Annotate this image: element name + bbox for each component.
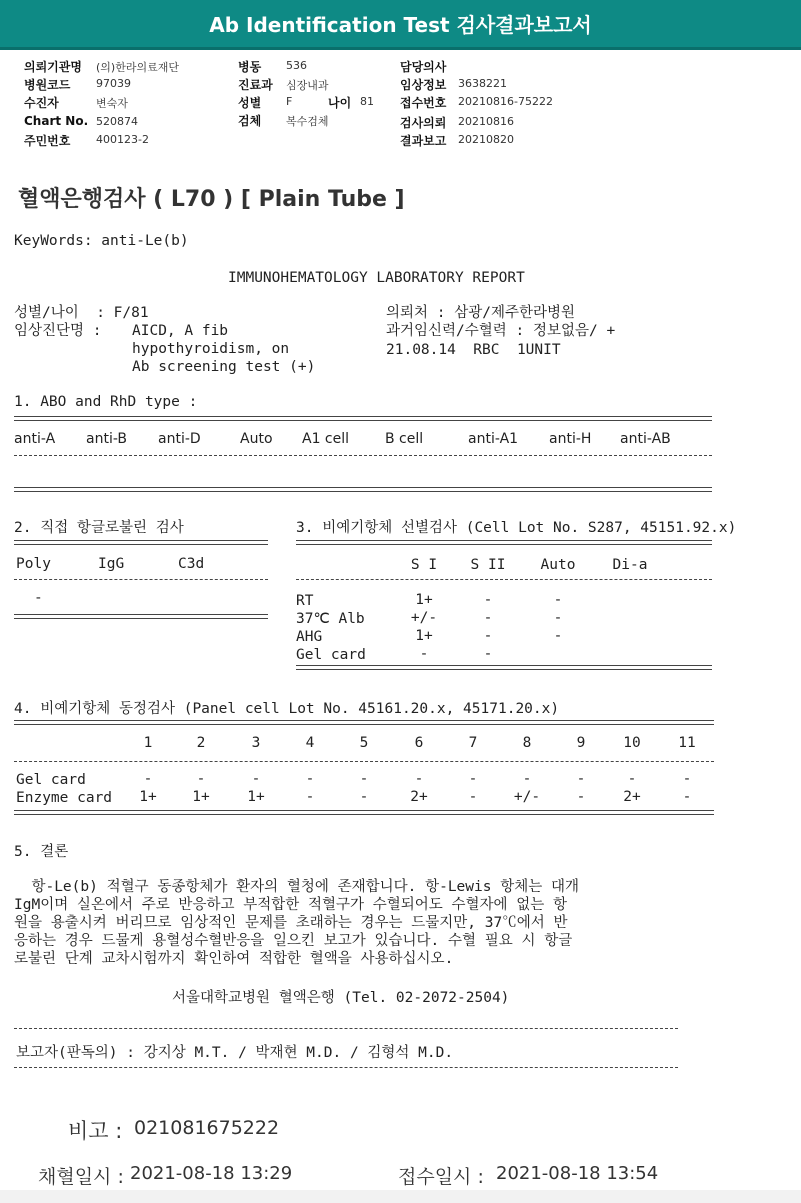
- clinical-info-label: 임상정보: [400, 78, 447, 92]
- panel-column-header: 6: [414, 735, 424, 751]
- receipt-time-label: 접수일시 :: [398, 1166, 484, 1188]
- dat-poly-header: Poly: [16, 556, 51, 572]
- request-date-value: 20210816: [458, 115, 514, 128]
- abo-column-header: anti-AB: [620, 431, 671, 447]
- double-rule: [14, 540, 268, 545]
- panel-column-header: 11: [678, 735, 696, 751]
- lab-title: IMMUNOHEMATOLOGY LABORATORY REPORT: [228, 270, 525, 286]
- panel-cell: -: [359, 771, 369, 787]
- reporters-line: 보고자(판독의) : 강지상 M.T. / 박재현 M.D. / 김형석 M.D.: [16, 1045, 454, 1061]
- title-bar: [0, 0, 801, 50]
- conclusion-line: 원을 용출시켜 버리므로 임상적인 문제를 초래하는 경우는 드물지만, 37℃에서 반: [14, 915, 568, 931]
- abo-column-header: anti-D: [158, 431, 201, 447]
- double-rule: [14, 416, 712, 421]
- panel-cell: -: [682, 771, 692, 787]
- double-rule: [14, 720, 714, 725]
- collection-time-value: 2021-08-18 13:29: [130, 1163, 293, 1184]
- rrn-label: 주민번호: [24, 134, 71, 148]
- panel-cell: -: [305, 771, 315, 787]
- double-rule: [296, 540, 712, 545]
- section-2-title: 2. 직접 항글로불린 검사: [14, 520, 184, 536]
- screening-cell: -: [483, 646, 493, 662]
- blood-bank-contact: 서울대학교병원 혈액은행 (Tel. 02-2072-2504): [172, 990, 510, 1006]
- dat-value: -: [34, 590, 43, 606]
- abo-column-header: Auto: [240, 431, 273, 447]
- abo-column-header: anti-A1: [468, 431, 519, 447]
- department-label: 진료과: [238, 78, 273, 92]
- panel-column-header: 10: [623, 735, 641, 751]
- panel-row-label: Enzyme card: [16, 790, 113, 806]
- screening-cell: -: [553, 592, 563, 608]
- panel-cell: 2+: [623, 789, 641, 805]
- institution-label: 의뢰기관명: [24, 60, 82, 74]
- section-3-title: 3. 비예기항체 선별검사 (Cell Lot No. S287, 45151.92.x): [296, 520, 737, 536]
- rrn-value: 400123-2: [96, 133, 149, 146]
- clinical-info-value: 3638221: [458, 77, 507, 90]
- screening-row-label: Gel card: [296, 647, 366, 663]
- screening-row-label: 37℃ Alb: [296, 611, 365, 627]
- document-title: Ab Identification Test 검사결과보고서: [209, 13, 592, 37]
- panel-cell: 1+: [247, 789, 265, 805]
- hospital-code-value: 97039: [96, 77, 131, 90]
- receipt-time-value: 2021-08-18 13:54: [496, 1163, 659, 1184]
- panel-cell: +/-: [513, 789, 541, 805]
- dat-c3d-header: C3d: [178, 556, 205, 572]
- panel-column-header: 3: [251, 735, 261, 751]
- patient-value: 변숙자: [96, 97, 128, 110]
- panel-cell: -: [305, 789, 315, 805]
- report-date-value: 20210820: [458, 133, 514, 146]
- sex-value: F: [286, 95, 293, 108]
- screening-column-header: S I: [410, 557, 438, 573]
- department-value: 심장내과: [286, 79, 329, 92]
- panel-cell: -: [414, 771, 424, 787]
- panel-cell: -: [522, 771, 532, 787]
- panel-cell: -: [627, 771, 637, 787]
- panel-row-label: Gel card: [16, 772, 86, 788]
- request-date-label: 검사의뢰: [400, 116, 447, 130]
- panel-cell: -: [468, 789, 478, 805]
- chart-no-value: 520874: [96, 115, 138, 128]
- panel-cell: -: [143, 771, 153, 787]
- panel-cell: -: [468, 771, 478, 787]
- ward-value: 536: [286, 59, 307, 72]
- panel-cell: 2+: [410, 789, 428, 805]
- double-rule: [14, 614, 268, 619]
- diagnosis-line: Ab screening test (+): [132, 359, 316, 375]
- chart-no-label: Chart No.: [24, 114, 89, 128]
- ward-label: 병동: [238, 60, 262, 74]
- sex-label: 성별: [238, 96, 262, 110]
- conclusion-line: 응하는 경우 드물게 용혈성수혈반응을 일으킨 보고가 있습니다. 수혈 필요 시 항글: [14, 933, 573, 949]
- panel-column-header: 2: [196, 735, 206, 751]
- note-value: 021081675222: [134, 1117, 280, 1139]
- screening-cell: 1+: [415, 592, 433, 608]
- panel-column-header: 7: [468, 735, 478, 751]
- doctor-label: 담당의사: [400, 60, 447, 74]
- report-heading: 혈액은행검사 ( L70 ) [ Plain Tube ]: [18, 187, 405, 212]
- panel-column-header: 1: [143, 735, 153, 751]
- history-line-2: 21.08.14 RBC 1UNIT: [386, 342, 561, 358]
- screening-column-header: S II: [470, 557, 506, 573]
- screening-cell: -: [483, 592, 493, 608]
- panel-cell: -: [576, 771, 586, 787]
- report-date-label: 결과보고: [400, 134, 447, 148]
- panel-column-header: 4: [305, 735, 315, 751]
- receipt-no-label: 접수번호: [400, 96, 447, 110]
- single-rule: [14, 579, 268, 580]
- panel-cell: 1+: [139, 789, 157, 805]
- panel-column-header: 5: [359, 735, 369, 751]
- conclusion-line: IgM이며 실온에서 주로 반응하고 부적합한 적혈구가 수혈되어도 수혈자에 없는 항: [14, 897, 567, 913]
- single-rule: [14, 1028, 678, 1029]
- age-value: 81: [360, 95, 374, 108]
- screening-cell: -: [419, 646, 429, 662]
- sex-age-line: 성별/나이 : F/81: [14, 305, 149, 321]
- single-rule: [296, 579, 712, 580]
- conclusion-line: 항-Le(b) 적혈구 동종항체가 환자의 혈청에 존재합니다. 항-Lewis 항체는 대개: [14, 879, 579, 895]
- screening-cell: -: [483, 628, 493, 644]
- screening-row-label: AHG: [296, 629, 323, 645]
- screening-cell: -: [553, 610, 563, 626]
- abo-column-header: anti-B: [86, 431, 127, 447]
- receipt-no-value: 20210816-75222: [458, 95, 553, 108]
- panel-cell: -: [196, 771, 206, 787]
- keywords: KeyWords: anti-Le(b): [14, 233, 189, 249]
- section-4-title: 4. 비예기항체 동정검사 (Panel cell Lot No. 45161.20.x, 45171.20.x): [14, 701, 560, 717]
- referral-line: 의뢰처 : 삼광/제주한라병원: [386, 305, 575, 321]
- panel-cell: -: [682, 789, 692, 805]
- screening-cell: -: [483, 610, 493, 626]
- panel-cell: -: [576, 789, 586, 805]
- single-rule: [14, 1067, 678, 1068]
- history-line: 과거임신력/수혈력 : 정보없음/ +: [386, 323, 616, 339]
- diagnosis-line: AICD, A fib: [132, 323, 229, 339]
- abo-column-header: B cell: [385, 431, 424, 447]
- abo-column-header: A1 cell: [302, 431, 350, 447]
- double-rule: [296, 665, 712, 670]
- single-rule: [14, 761, 714, 762]
- section-5-title: 5. 결론: [14, 844, 69, 860]
- screening-cell: 1+: [415, 628, 433, 644]
- abo-column-header: anti-H: [549, 431, 592, 447]
- double-rule: [14, 810, 714, 815]
- screening-cell: +/-: [410, 610, 438, 626]
- lab-report: [0, 168, 801, 1190]
- dat-igg-header: IgG: [98, 556, 125, 572]
- diagnosis-label: 임상진단명 :: [14, 323, 102, 339]
- screening-row-label: RT: [296, 593, 314, 609]
- conclusion-line: 로불린 단계 교차시험까지 확인하여 적합한 혈액을 사용하십시오.: [14, 951, 454, 967]
- abo-column-header: anti-A: [14, 431, 56, 447]
- screening-column-header: Auto: [540, 557, 576, 573]
- institution-value: (의)한라의료재단: [96, 61, 179, 74]
- double-rule: [14, 487, 712, 492]
- panel-cell: 1+: [192, 789, 210, 805]
- panel-cell: -: [251, 771, 261, 787]
- hospital-code-label: 병원코드: [24, 78, 71, 92]
- screening-column-header: Di-a: [612, 557, 648, 573]
- collection-time-label: 채혈일시 :: [38, 1166, 124, 1188]
- patient-info-panel: [0, 50, 801, 169]
- diagnosis-line: hypothyroidism, on: [132, 341, 290, 357]
- specimen-label: 검체: [238, 114, 262, 128]
- panel-cell: -: [359, 789, 369, 805]
- single-rule: [14, 455, 712, 456]
- specimen-value: 복수검체: [286, 115, 329, 128]
- panel-column-header: 9: [576, 735, 586, 751]
- patient-label: 수진자: [24, 96, 59, 110]
- screening-cell: -: [553, 628, 563, 644]
- age-label: 나이: [328, 96, 352, 110]
- section-1-title: 1. ABO and RhD type :: [14, 394, 198, 410]
- panel-column-header: 8: [522, 735, 532, 751]
- note-label: 비고 :: [68, 1119, 123, 1143]
